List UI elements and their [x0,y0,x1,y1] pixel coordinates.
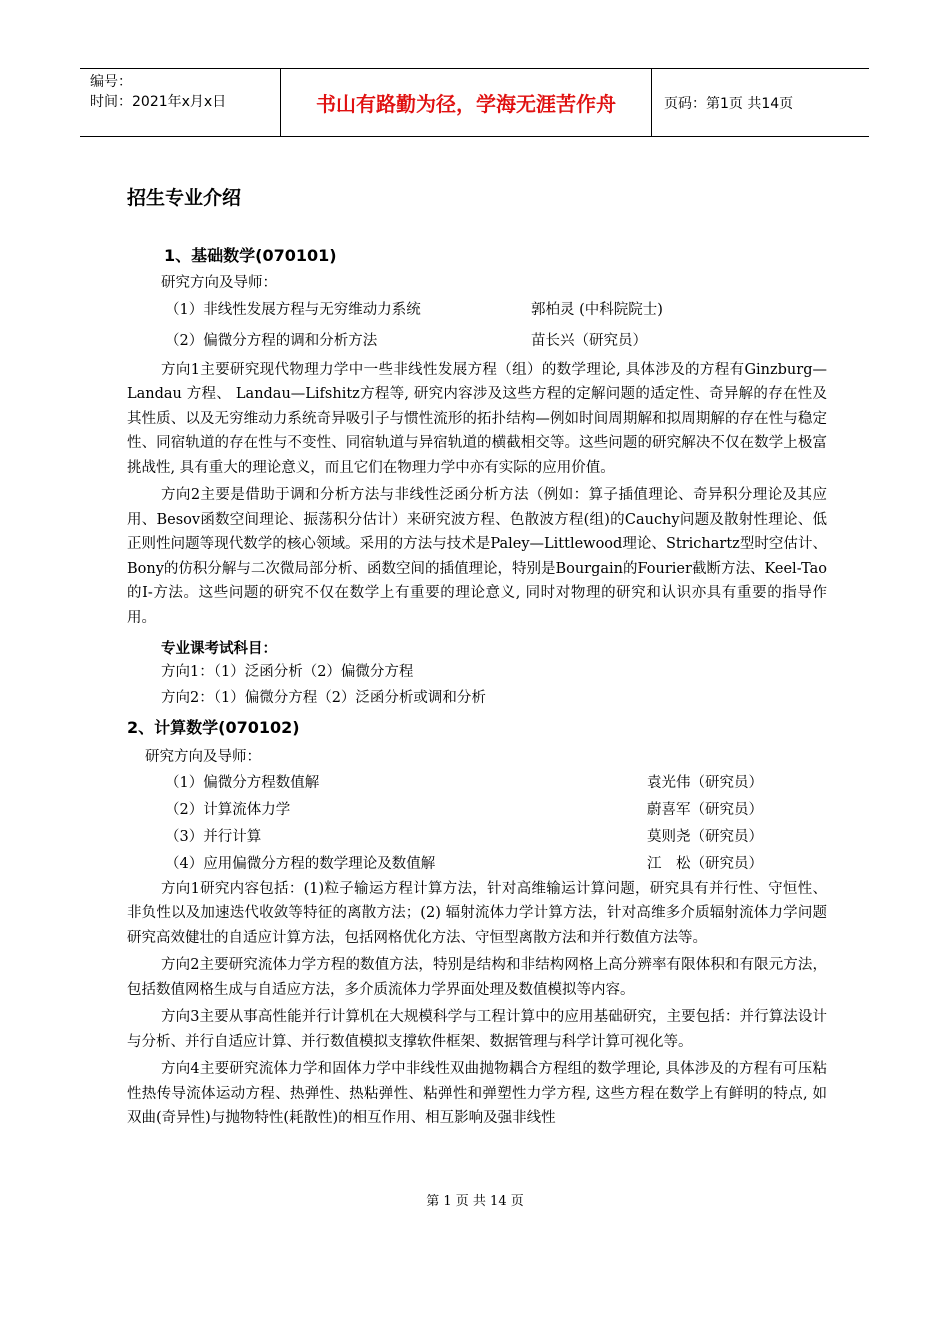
section2-paragraph: 方向2主要研究流体力学方程的数值方法，特别是结构和非结构网格上高分辨率有限体积和有限元方法，包括数值网格生成与自适应方法，多介质流体力学界面处理及数值模拟等内容。 [127,957,827,998]
exam-subjects-heading: 专业课考试科目： [161,641,277,657]
section2-heading: 2、计算数学(070102) [127,718,300,737]
section1-directions-label: 研究方向及导师： [161,275,277,291]
direction-advisor: 苗长兴（研究员） [531,332,647,349]
section2-paragraph: 方向1研究内容包括：(1)粒子输运方程计算方法，针对高维输运计算问题，研究具有并行性、守恒性、非负性以及加速迭代收敛等特征的离散方法；(2) 辐射流体力学计算方法，针对高维多介质辐射流体力学问题研究高效健壮的自适应计算方法，包括网格优化方法、守恒型离散方法和并行数值方法等。 [127,880,827,946]
direction-advisor: 莫则尧（研究员） [647,828,763,845]
header-page-info: 页码：第1页 共14页 [664,95,794,112]
direction-advisor: 郭柏灵 (中科院院士) [531,301,663,318]
direction-name: （2）偏微分方程的调和分析方法 [165,332,378,349]
section1-paragraph: 方向1主要研究现代物理力学中一些非线性发展方程（组）的数学理论, 具体涉及的方程有Ginzburg—Landau 方程、 Landau—Lifshitz方程等, 研究内容涉及这些方程的定解问题的适定性、奇异解的存在性及其性质、以及无穷维动力系统奇异吸引子与惯性流形的拓扑结构—例如时间周期解和拟周期解的存在性与稳定性、同宿轨道的存在性与不变性、同宿轨道与异宿轨道的横截相交等。这些问题的研究解决不仅在数学上极富挑战性, 具有重大的理论意义，而且它们在物理力学中亦有实际的应用价值。 [127,361,827,476]
section2-direction-row [127,797,827,824]
section2-direction-row [127,770,827,797]
section1-paragraph: 方向2主要是借助于调和分析方法与非线性泛函分析方法（例如：算子插值理论、奇异积分理论及其应用、Besov函数空间理论、振荡积分估计）来研究波方程、色散波方程(组)的Cauchy问题及散射性理论、低正则性问题等现代数学的核心领域。采用的方法与技术是Paley—Littlewood理论、Strichartz型时空估计、Bony的仿积分解与二次微局部分析、函数空间的插值理论，特别是Bourgain的Fourier截断方法、Keel-Tao的I-方法。这些问题的研究不仅在数学上有重要的理论意义, 同时对物理的研究和认识亦具有重要的指导作用。 [127,487,827,626]
direction-name: （1）偏微分方程数值解 [165,774,320,791]
section2-direction-row [127,824,827,851]
direction-advisor: 袁光伟（研究员） [647,774,763,791]
direction-name: （2）计算流体力学 [165,801,291,818]
section1-direction-row [127,324,827,358]
document-date: 时间：2021年x月x日 [90,94,227,110]
header-motto: 书山有路勤为径，学海无涯苦作舟 [281,69,652,136]
exam-subject-line: 方向2：（1）偏微分方程（2）泛函分析或调和分析 [161,689,486,706]
section2-paragraph: 方向4主要研究流体力学和固体力学中非线性双曲抛物耦合方程组的数学理论, 具体涉及的方程有可压粘性热传导流体运动方程、热弹性、热粘弹性、粘弹性和弹塑性力学方程, 这些方程在数学上有鲜明的特点, 如 双曲(奇异性)与抛物特性(耗散性)的相互作用、相互影响及强非线性 [127,1061,827,1126]
direction-advisor: 蔚喜军（研究员） [647,801,763,818]
document-body [127,178,827,1131]
direction-name: （1）非线性发展方程与无穷维动力系统 [165,301,421,318]
section2-direction-row [127,851,827,877]
section2-paragraph: 方向3主要从事高性能并行计算机在大规模科学与工程计算中的应用基础研究，主要包括：并行算法设计与分析、并行自适应计算、并行数值模拟支撑软件框架、数据管理与科学计算可视化等。 [127,1009,827,1050]
section2-directions-label: 研究方向及导师： [145,749,261,765]
section1-direction-row [127,296,827,324]
header-left-cell [80,69,281,136]
exam-subject-line: 方向1：（1）泛函分析（2）偏微分方程 [161,664,414,680]
document-number-label: 编号： [90,74,132,90]
direction-name: （4）应用偏微分方程的数学理论及数值解 [165,855,436,872]
direction-name: （3）并行计算 [165,828,262,845]
header-table [80,68,869,137]
page-footer: 第 1 页 共 14 页 [426,1194,524,1209]
page-title: 招生专业介绍 [127,187,242,209]
direction-advisor: 江 松（研究员） [647,855,763,872]
section1-heading: 1、基础数学(070101) [164,246,337,265]
